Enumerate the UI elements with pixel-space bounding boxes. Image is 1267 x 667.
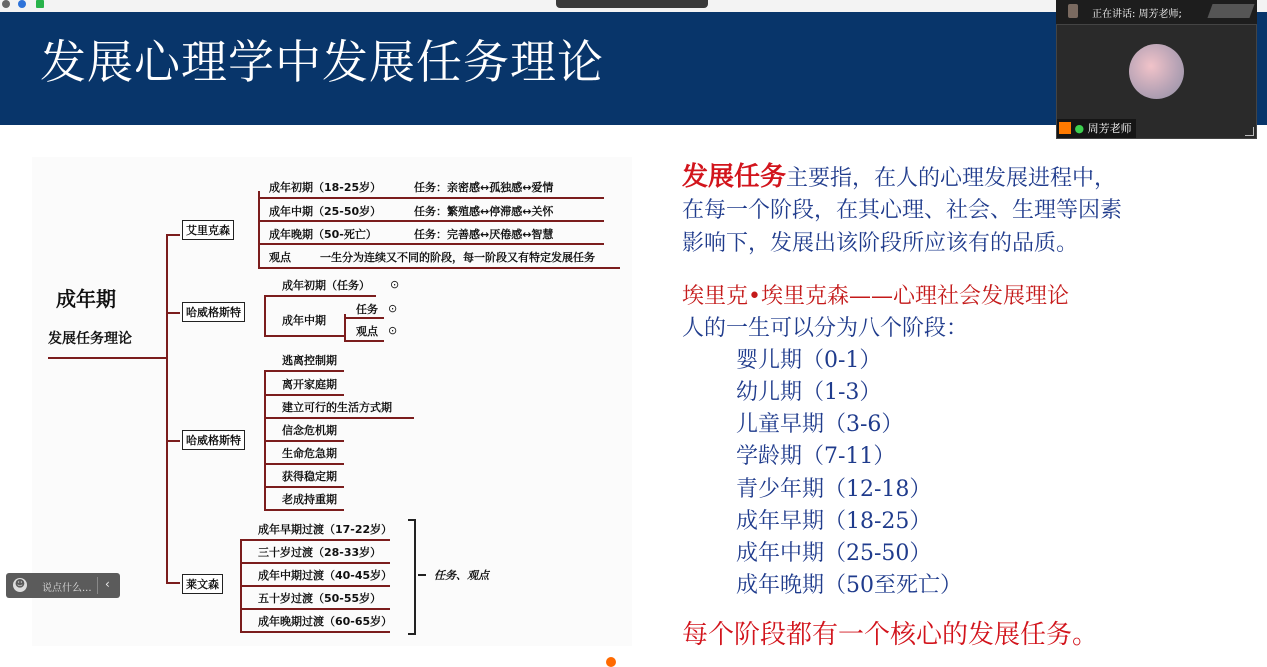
havighurst-node-1: 哈威格斯特 xyxy=(182,302,245,322)
root-label: 成年期 xyxy=(56,287,116,311)
row-line xyxy=(264,486,344,488)
levinson-stage-4: 五十岁过渡（50-55岁） xyxy=(258,592,382,605)
chat-input-bar[interactable] xyxy=(6,573,120,598)
row-line xyxy=(240,562,390,564)
havighurst2-stage-4: 信念危机期 xyxy=(282,424,337,437)
app-icon[interactable] xyxy=(2,0,10,8)
user-icon xyxy=(1059,122,1071,134)
theory-heading: 埃里克•埃里克森——心理社会发展理论 xyxy=(682,284,1069,309)
stage-item: 成年晚期（50至死亡） xyxy=(736,573,962,598)
definition-line-2: 在每一个阶段，在其心理、社会、生理等因素 xyxy=(682,198,1123,223)
root-sublabel: 发展任务理论 xyxy=(48,331,132,347)
brace-tick xyxy=(418,574,426,576)
mind-map-diagram xyxy=(32,157,632,646)
erikson-bracket xyxy=(258,191,260,267)
stage-item: 幼儿期（1-3） xyxy=(736,380,882,405)
stage-item: 学龄期（7-11） xyxy=(736,444,896,469)
conclusion-text: 每个阶段都有一个核心的发展任务。 xyxy=(682,620,1099,650)
row-line xyxy=(240,631,390,633)
erikson-stage-1: 成年初期（18-25岁） xyxy=(269,181,382,194)
row-line xyxy=(344,317,384,319)
branch-line xyxy=(166,582,180,584)
row-line xyxy=(264,295,376,297)
avatar xyxy=(1129,44,1184,99)
definition-line-3: 影响下，发展出该阶段所应该有的品质。 xyxy=(682,231,1079,256)
record-indicator-icon xyxy=(606,657,616,667)
stage-item: 成年早期（18-25） xyxy=(736,509,932,534)
participant-label xyxy=(1057,119,1136,138)
row-line xyxy=(258,267,620,269)
havighurst-bracket xyxy=(264,295,266,335)
row-line xyxy=(240,585,390,587)
chat-placeholder[interactable]: 说点什么... xyxy=(42,583,92,594)
speaker-indicator xyxy=(1056,0,1257,24)
speaker-label: 正在讲话: 周芳老师; xyxy=(1092,9,1182,20)
mic-icon: ● xyxy=(1074,122,1085,135)
row-line xyxy=(264,440,344,442)
chart-icon[interactable] xyxy=(36,0,44,8)
levinson-stage-5: 成年晚期过渡（60-65岁） xyxy=(258,615,393,628)
row-line xyxy=(344,340,384,342)
havighurst2-stage-2: 离开家庭期 xyxy=(282,378,337,391)
bullet-icon: ⊙ xyxy=(390,278,400,291)
row-line xyxy=(258,220,604,222)
shield-icon[interactable] xyxy=(18,0,26,8)
row-line xyxy=(264,509,344,511)
levinson-stage-3: 成年中期过渡（40-45岁） xyxy=(258,569,393,582)
erikson-view-label: 观点 xyxy=(269,251,291,264)
havighurst2-stage-6: 获得稳定期 xyxy=(282,470,337,483)
havighurst-view: 观点 xyxy=(356,325,378,338)
slide-title: 发展心理学中发展任务理论 xyxy=(40,35,604,89)
erikson-task-2: 任务：繁殖感↔停滞感↔关怀 xyxy=(414,205,554,218)
erikson-view-text: 一生分为连续又不同的阶段，每一阶段又有特定发展任务 xyxy=(320,251,595,264)
erikson-stage-3: 成年晚期（50-死亡） xyxy=(269,228,377,241)
havighurst2-stage-3: 建立可行的生活方式期 xyxy=(282,401,392,414)
havighurst2-stage-7: 老成持重期 xyxy=(282,493,337,506)
erikson-task-1: 任务：亲密感↔孤独感↔爱情 xyxy=(414,181,554,194)
row-line xyxy=(258,243,604,245)
definition-keyword: 发展任务 xyxy=(682,162,787,192)
participant-name: 周芳老师 xyxy=(1087,122,1132,135)
bullet-icon: ⊙ xyxy=(388,324,398,337)
divider xyxy=(97,577,98,594)
resize-handle[interactable] xyxy=(1245,127,1254,136)
row-line xyxy=(264,417,414,419)
branch-line xyxy=(166,234,180,236)
levinson-brace xyxy=(408,519,416,635)
row-line xyxy=(240,539,390,541)
havighurst2-stage-1: 逃离控制期 xyxy=(282,354,337,367)
row-line xyxy=(240,608,390,610)
stage-item: 成年中期（25-50） xyxy=(736,541,932,566)
definition-line-1 xyxy=(682,156,1116,193)
collapse-chevron-icon[interactable]: ‹ xyxy=(105,577,110,591)
bullet-icon: ⊙ xyxy=(388,302,398,315)
erikson-task-3: 任务：完善感↔厌倦感↔智慧 xyxy=(414,228,554,241)
levinson-stage-2: 三十岁过渡（28-33岁） xyxy=(258,546,382,559)
video-tile[interactable] xyxy=(1056,24,1257,139)
stage-item: 婴儿期（0-1） xyxy=(736,348,882,373)
branch-line xyxy=(166,312,180,314)
levinson-stage-1: 成年早期过渡（17-22岁） xyxy=(258,523,393,536)
havighurst-mid: 成年中期 xyxy=(282,314,326,327)
havighurst-early: 成年初期（任务） xyxy=(282,279,370,292)
signal-icon xyxy=(1207,4,1254,18)
speaker-avatar-icon xyxy=(1068,4,1078,18)
row-line xyxy=(264,394,344,396)
definition-text-1: 主要指，在人的心理发展进程中， xyxy=(786,166,1117,191)
row-line xyxy=(264,463,344,465)
row-line xyxy=(258,197,604,199)
row-line xyxy=(264,335,344,337)
main-spine xyxy=(166,234,168,582)
levinson-note: 任务、观点 xyxy=(434,569,489,582)
branch-line xyxy=(166,440,180,442)
havighurst-task: 任务 xyxy=(356,303,378,316)
stage-item: 儿童早期（3-6） xyxy=(736,412,904,437)
havighurst2-stage-5: 生命危急期 xyxy=(282,447,337,460)
levinson-node: 莱文森 xyxy=(182,574,223,594)
erikson-node: 艾里克森 xyxy=(182,220,234,240)
screen-share-tab[interactable] xyxy=(556,0,708,8)
row-line xyxy=(264,370,344,372)
root-underline xyxy=(48,357,166,359)
havighurst-node-2: 哈威格斯特 xyxy=(182,430,245,450)
stages-intro: 人的一生可以分为八个阶段： xyxy=(682,316,969,341)
erikson-stage-2: 成年中期（25-50岁） xyxy=(269,205,382,218)
emoji-icon[interactable]: ☻ xyxy=(14,579,26,590)
stage-item: 青少年期（12-18） xyxy=(736,477,932,502)
